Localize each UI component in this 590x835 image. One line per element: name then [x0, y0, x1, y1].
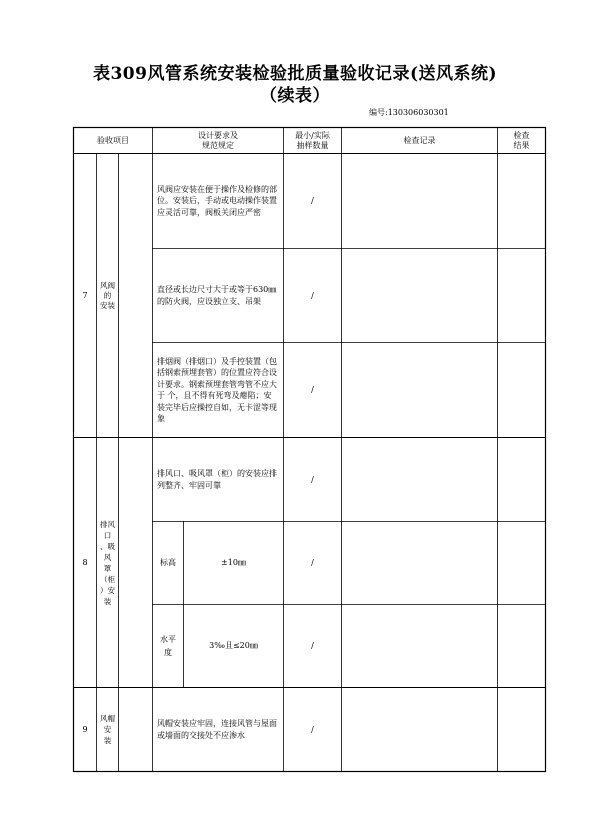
row7-requirement-1: 风阀应安装在便于操作及检修的部位。安装后，手动或电动操作装置应灵活可靠，阀板关闭应严密 [157, 184, 277, 217]
row8-elevation-value: ±10㎜ [221, 558, 246, 568]
row8-sample-1: / [311, 474, 314, 484]
form-title: 表309风管系统安装检验批质量验收记录(送风系统) [92, 64, 498, 84]
row7-sample-3: / [311, 385, 314, 395]
row7-name: 风阀的 安装 [100, 280, 115, 310]
form-subtitle: （续表） [260, 86, 330, 106]
header-result: 检查 结果 [513, 130, 530, 150]
row7-requirement-3: 排烟阀（排烟口）及手控装置（包括钢索预埋套管）的位置应符合设计要求。钢索预埋套管弯管不应大于 个，且不得有死弯及瘪陷；安装完毕后应操控自如，无卡涩等现象 [157, 356, 277, 423]
form-code: 编号:130306030301 [369, 108, 449, 117]
row9-number: 9 [82, 724, 88, 734]
header-record: 检查记录 [403, 135, 436, 145]
row7-number: 7 [82, 290, 88, 300]
row9-requirement: 风帽安装应牢固，连接风管与屋面或墙面的交接处不应渗水 [157, 719, 277, 740]
header-item: 验收项目 [97, 135, 129, 145]
row8-level-value: 3‰且≤20㎜ [209, 641, 258, 651]
row8-elevation-label: 标高 [160, 558, 176, 568]
row7-sample-1: / [311, 196, 314, 206]
row8-requirement-1: 排风口、吸风罩（柜）的安装应排列整齐、牢固可靠 [157, 469, 277, 490]
row8-sample-3: / [311, 641, 314, 651]
row8-sample-2: / [311, 558, 314, 568]
row8-name: 排风口 、吸风 罩（柜 ）安装 [100, 519, 115, 606]
row7-requirement-2: 直径或长边尺寸大于或等于630㎜ 的防火阀，应设独立支、吊架 [157, 285, 277, 306]
row9-name: 风帽安 装 [100, 714, 115, 745]
header-sample: 最小/实际 抽样数量 [295, 130, 330, 150]
row9-sample: / [311, 724, 314, 734]
header-design: 设计要求及 规范规定 [198, 130, 238, 150]
row8-level-label: 水平 度 [160, 635, 176, 657]
row8-number: 8 [82, 557, 88, 567]
row7-sample-2: / [311, 290, 314, 300]
